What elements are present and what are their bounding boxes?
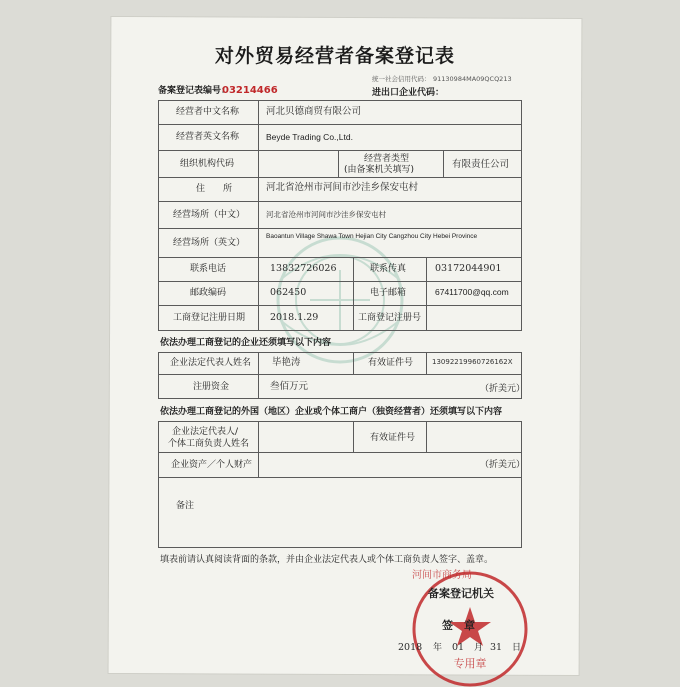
date-day: 31 [490, 642, 503, 653]
seal-text: 河间市商务局 [412, 570, 472, 581]
postal-value: 062450 [270, 287, 307, 298]
fax-label: 联系传真 [370, 264, 407, 274]
rep-label: 企业法定代表人姓名 [170, 358, 252, 368]
date-day-suffix: 日 [512, 643, 522, 653]
address-label: 住 所 [196, 184, 233, 194]
site-cn-value: 河北省沧州市河间市沙洼乡保安屯村 [266, 210, 386, 219]
type-value: 有限责任公司 [452, 159, 510, 170]
address-value: 河北省沧州市河间市沙洼乡保安屯村 [266, 182, 419, 193]
id-value: 13092219960726162X [432, 358, 513, 366]
rep2-label-2: 个体工商负责人姓名 [168, 439, 250, 449]
reg-date-value: 2018.1.29 [270, 312, 319, 323]
notice-text: 填表前请认真阅读背面的条款，并由企业法定代表人或个体工商负责人签字、盖章。 [160, 555, 494, 565]
record-no-label: 备案登记表编号： [158, 86, 231, 96]
type-label-1: 经营者类型 [364, 154, 410, 164]
enterprise-code-label: 进出口企业代码： [372, 88, 445, 98]
remarks-label: 备注 [176, 501, 195, 511]
date-month-suffix: 月 [474, 643, 484, 653]
authority-sign: 签 章 [442, 619, 475, 632]
capital-value: 叁佰万元 [270, 381, 309, 392]
watermark-emblem [240, 220, 440, 380]
site-cn-label: 经营场所（中文） [173, 210, 246, 220]
cn-name-label: 经营者中文名称 [176, 107, 240, 117]
reg-no-label: 工商登记注册号 [358, 313, 422, 323]
rep-value: 毕艳涛 [272, 357, 301, 368]
asset-label: 企业资产／个人财产 [171, 460, 253, 470]
site-en-label: 经营场所（英文） [173, 238, 246, 248]
asset-unit: （折美元） [480, 460, 526, 470]
date-year-suffix: 年 [433, 643, 443, 653]
rep2-label-1: 企业法定代表人/ [172, 427, 239, 437]
phone-value: 13832726026 [270, 263, 337, 274]
postal-label: 邮政编码 [190, 288, 227, 298]
capital-unit: （折美元） [480, 384, 526, 394]
cn-name-value: 河北贝德商贸有限公司 [266, 106, 362, 117]
site-en-value: Baoantun Village Shawa Town Hejian City Cangzhou City Hebei Province [266, 233, 478, 240]
credit-code-label: 统一社会信用代码： [372, 75, 431, 83]
en-name-value: Beyde Trading Co.,Ltd. [266, 132, 353, 142]
fax-value: 03172044901 [435, 263, 502, 274]
en-name-label: 经营者英文名称 [176, 132, 240, 142]
authority-label: 备案登记机关 [428, 587, 494, 600]
email-label: 电子邮箱 [370, 288, 407, 298]
email-value: 67411700@qq.com [435, 287, 509, 297]
credit-code-value: 91130984MA09QCQ213 [433, 75, 512, 83]
org-code-label: 组织机构代码 [180, 159, 235, 169]
reg-date-label: 工商登记注册日期 [173, 313, 246, 323]
seal-sub: 专用章 [453, 657, 487, 670]
id2-label: 有效证件号 [370, 433, 416, 443]
type-label-2: (由备案机关填写) [344, 165, 415, 175]
date-year: 2018 [398, 642, 423, 653]
phone-label: 联系电话 [190, 264, 227, 274]
date-month: 01 [452, 642, 465, 653]
section1-heading: 依法办理工商登记的企业还须填写以下内容 [160, 338, 332, 348]
form-title: 对外贸易经营者备案登记表 [215, 45, 456, 67]
record-no-value: 03214466 [222, 85, 278, 96]
section2-heading: 依法办理工商登记的外国（地区）企业或个体工商户（独资经营者）还须填写以下内容 [160, 407, 503, 417]
capital-label: 注册资金 [193, 382, 230, 392]
id-label: 有效证件号 [368, 358, 414, 368]
